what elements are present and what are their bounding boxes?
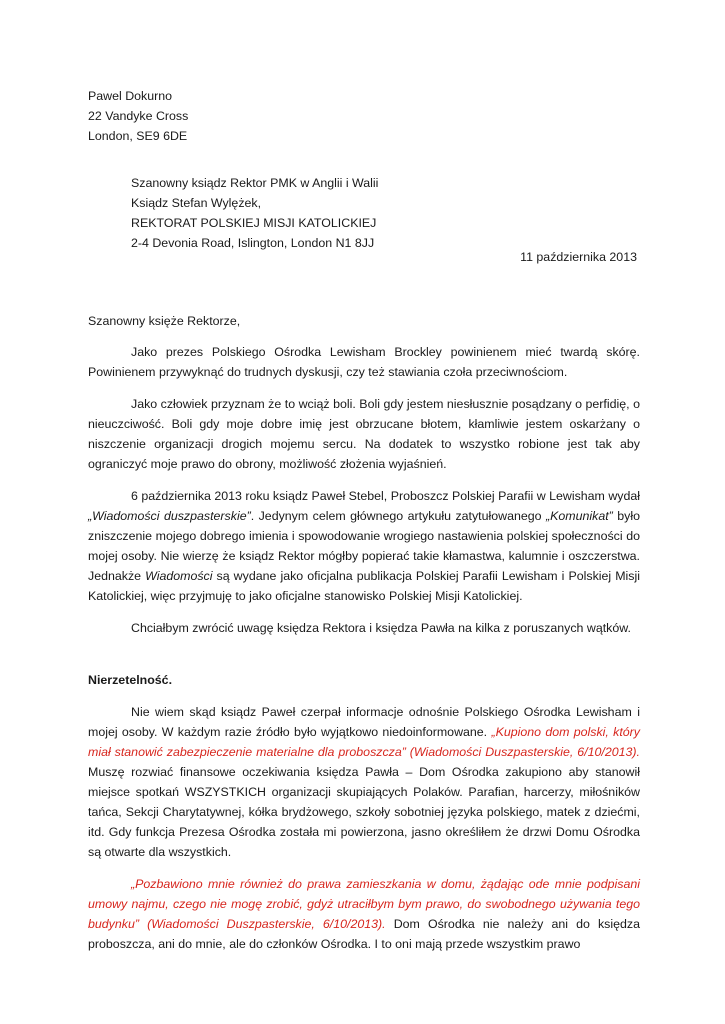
paragraph-3 <box>88 486 640 606</box>
paragraph-5-text-b: Muszę rozwiać finansowe oczekiwania księdza Pawła – Dom Ośrodka zakupiono aby stanowił miejsce spotkań WSZYSTKICH organizacji skupiających Polaków. Parafian, harcerzy, miłośników tańca, Sekcji Charytatywnej, kółka brydżowego, szkoły sobotniej języka polskiego, matek z dziećmi, itd. Gdy funkcja Prezesa Ośrodka została mi powierzona, jasno określiłem że drzwi Domu Ośrodka są otwarte dla wszystkich. <box>88 765 640 859</box>
paragraph-3-text-a: 6 października 2013 roku ksiądz Paweł Stebel, Proboszcz Polskiej Parafii w Lewisham wydał <box>131 489 640 503</box>
sender-name: Pawel Dokurno <box>88 89 173 103</box>
paragraph-3-text-e: było zniszczenie mojego dobrego imienia i spowodowanie wrogiego nastawienia polskiej społeczności do mojej osoby. Nie wierzę że ksiądz Rektor mógłby popierać takie kłamastwa, kalumnie i oszczerstwa. Jednakże <box>88 509 640 583</box>
sender-address <box>88 86 188 146</box>
salutation: Szanowny księże Rektorze, <box>88 314 241 328</box>
paragraph-5-text-a: Nie wiem skąd ksiądz Paweł czerpał informacje odnośnie Polskiego Ośrodka Lewisham i mojej osoby. W każdym razie źródło było wyjątkowo niedoinformowane. <box>88 705 640 739</box>
bulletin-name: Wiadomości <box>145 569 213 583</box>
paragraph-6 <box>88 874 640 954</box>
paragraph-5 <box>88 702 640 862</box>
quote-1: „Kupiono dom polski, który miał stanowić zabezpieczenie materialne dla proboszcza” (Wiadomości Duszpasterskie, 6/10/2013). <box>88 725 640 759</box>
paragraph-6-text-a: Dom Ośrodka nie należy ani do księdza proboszcza, ani do mnie, ale do członków Ośrodka. I to oni mają przede wszystkim prawo <box>88 917 640 951</box>
recipient-line-2: Ksiądz Stefan Wylężek, <box>131 196 262 210</box>
quote-2: „Pozbawiono mnie również do prawa zamieszkania w domu, żądając ode mnie podpisani umowy najmu, czego nie mogę zrobić, gdyż utraciłbym bym prawo, do swobodnego używania tego budynku” (Wiadomości Duszpasterskie, 6/10/2013). <box>88 877 640 931</box>
section-heading: Nierzetelność. <box>88 673 173 687</box>
bulletin-title: „Wiadomości duszpasterskie” <box>88 509 251 523</box>
recipient-line-4: 2-4 Devonia Road, Islington, London N1 8JJ <box>131 236 375 250</box>
recipient-line-1: Szanowny ksiądz Rektor PMK w Anglii i Walii <box>131 176 379 190</box>
paragraph-4: Chciałbym zwrócić uwagę księdza Rektora i księdza Pawła na kilka z poruszanych wątków. <box>131 621 631 635</box>
paragraph-3-text-c: . Jedynym celem głównego artykułu zatytułowanego <box>250 509 546 523</box>
paragraph-3-text-g: są wydane jako oficjalna publikacja Polskiej Parafii Lewisham i Polskiej Misji Katolickiej, więc przyjmuję to jako oficjalne stanowisko Polskiej Misji Katolickiej. <box>88 569 641 603</box>
sender-city: London, SE9 6DE <box>88 129 188 143</box>
letter-date: 11 października 2013 <box>520 250 637 264</box>
recipient-address <box>131 173 378 253</box>
sender-street: 22 Vandyke Cross <box>88 109 189 123</box>
paragraph-1: Jako prezes Polskiego Ośrodka Lewisham Brockley powinienem mieć twardą skórę. Powinienem przywyknąć do trudnych dyskusji, czy też stawiania czoła przeciwnościom. <box>88 345 640 379</box>
letter-body <box>88 342 640 966</box>
article-title: „Komunikat” <box>546 509 613 523</box>
recipient-line-3: REKTORAT POLSKIEJ MISJI KATOLICKIEJ <box>131 216 377 230</box>
paragraph-2: Jako człowiek przyznam że to wciąż boli. Boli gdy jestem niesłusznie posądzany o perfidię, o nieuczciwość. Boli gdy moje dobre imię jest obrzucane błotem, kłamliwie jestem oskarżany o niszczenie organizacji drogich mojemu sercu. Na dodatek to wszystko robione jest tak aby ograniczyć moje prawo do obrony, możliwość złożenia wyjaśnień. <box>88 397 640 471</box>
